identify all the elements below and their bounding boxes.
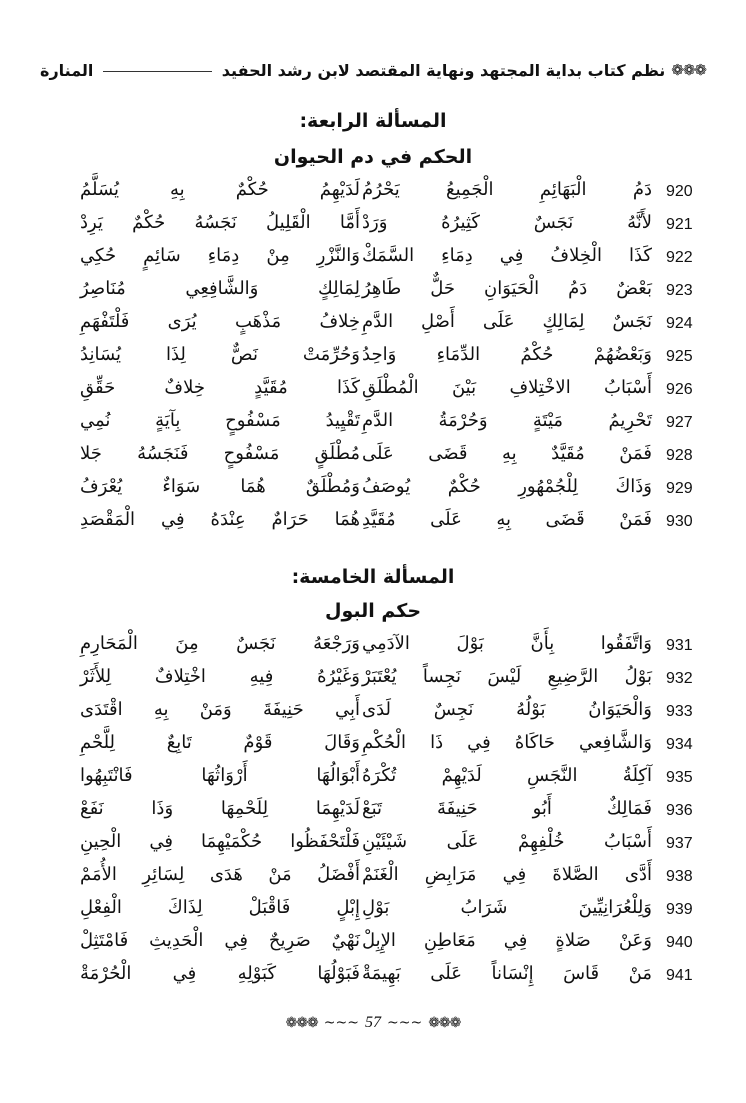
book-title: نظم كتاب بداية المجتهد ونهاية المقتصد لابن رشد الحفيد <box>221 60 666 80</box>
verse-number: 932 <box>666 670 693 687</box>
verse-number: 930 <box>666 513 693 530</box>
verse-number: 929 <box>666 480 693 497</box>
verse-second-hemistich: لَدَيْهِمُ حُكْمٌ بِهِ يُسَلَّمُ <box>80 179 360 200</box>
verse-number: 938 <box>666 868 693 885</box>
header-divider <box>103 61 211 72</box>
verse-number: 940 <box>666 934 693 951</box>
verse-row <box>0 828 746 861</box>
verse-row <box>0 894 746 927</box>
verse-second-hemistich: فَبَوْلُهَا كَبَوْلِهِ فِي الْحُرْمَةْ <box>80 963 360 984</box>
verse-row <box>0 729 746 762</box>
wave-divider-icon: ~~~ <box>323 1015 359 1031</box>
verse-number: 928 <box>666 447 693 464</box>
verse-number: 922 <box>666 249 693 266</box>
verse-second-hemistich: وَغَيْرُهُ فِيهِ اخْتِلافٌ لِلأَثَرْ <box>80 666 360 687</box>
verse-number: 935 <box>666 769 693 786</box>
verse-number: 925 <box>666 348 693 365</box>
verse-second-hemistich: لَدَيْهِمَا لِلَحْمِهَا وَذَا نَفَعْ <box>80 798 360 819</box>
verse-first-hemistich: وَاتَّفَقُوا بِأَنَّ بَوْلَ الآدَمِي <box>362 633 652 654</box>
section-subheading: حكم البول <box>324 600 422 622</box>
verse-number: 941 <box>666 967 693 984</box>
verse-first-hemistich: وَبَعْضُهُمْ حُكْمُ الدِّمَاءِ وَاحِدُ <box>362 344 652 365</box>
verse-number: 933 <box>666 703 693 720</box>
verse-first-hemistich: آكِلَةُ النَّجَسِ لَدَيْهِمْ تُكْرَهُ <box>362 765 652 786</box>
verse-second-hemistich: هُمَا حَرَامٌ عِنْدَهُ فِي الْمَقْصَدِ <box>80 509 360 530</box>
verse-list <box>0 630 746 993</box>
verse-row <box>0 308 746 341</box>
section-subheading: الحكم في دم الحيوان <box>273 146 473 168</box>
verse-second-hemistich: نَهْيٌ صَرِيحٌ فِي الْحَدِيثِ فَامْتَثِلْ <box>80 930 360 951</box>
verse-row <box>0 209 746 242</box>
verse-first-hemistich: أَسْبَابُ الاخْتِلافِ بَيْنَ الْمُطْلَقِ <box>362 377 652 398</box>
wave-divider-icon: ~~~ <box>387 1015 423 1031</box>
verse-second-hemistich: مُطْلَقٍ مَسْفُوحٍ فَنَجَسُهُ جَلا <box>80 443 360 464</box>
verse-first-hemistich: مَنْ قَاسَ إِنْسَاناً عَلَى بَهِيمَةْ <box>362 963 652 984</box>
verse-number: 921 <box>666 216 693 233</box>
verse-row <box>0 795 746 828</box>
verse-number: 936 <box>666 802 693 819</box>
verse-first-hemistich: كَذَا الْخِلافُ فِي دِمَاءِ السَّمَكْ <box>362 245 652 266</box>
verse-first-hemistich: فَمَنْ مُقَيَّدٌ بِهِ قَضَى عَلَى <box>362 443 652 464</box>
verse-row <box>0 861 746 894</box>
verse-number: 931 <box>666 637 693 654</box>
verse-number: 924 <box>666 315 693 332</box>
verse-number: 939 <box>666 901 693 918</box>
series-name: المنارة <box>40 60 94 80</box>
verse-row <box>0 242 746 275</box>
verse-first-hemistich: تَحْرِيمُ مَيْتَةٍ وَحُرْمَةُ الدَّمِ <box>362 410 652 431</box>
verse-second-hemistich: خِلافُ مَذْهَبٍ يُرَى فَلْتَفْهَمِ <box>80 311 360 332</box>
verse-first-hemistich: دَمُ الْبَهَائِمِ الْجَمِيعُ يَحْرُمُ <box>362 179 652 200</box>
verse-second-hemistich: تَقْيِيدُ مَسْفُوحٍ بِآيَةٍ نُمِي <box>80 410 360 431</box>
verse-second-hemistich: لِمَالِكٍ وَالشَّافِعِي مُنَاصِرُ <box>80 278 360 299</box>
verse-row <box>0 473 746 506</box>
verse-number: 927 <box>666 414 693 431</box>
verse-second-hemistich: إِبْلٍ فَاقْبَلْ لِذَاكَ الْفِعْلِ <box>80 897 360 918</box>
verse-row <box>0 407 746 440</box>
verse-second-hemistich: وَالنَّزْرِ مِنْ دِمَاءِ سَائِمٍ حُكِي <box>80 245 360 266</box>
flower-ornament-icon: ❁❁❁ <box>285 1015 318 1031</box>
verse-first-hemistich: وَالشَّافِعي حَاكَاهُ فِي ذَا الْحُكْمِ <box>362 732 652 753</box>
verse-second-hemistich: وَرَجْعَهُ نَجَسٌ مِنَ الْمَحَارِمِ <box>80 633 360 654</box>
verse-number: 937 <box>666 835 693 852</box>
verse-first-hemistich: وَالْحَيَوَانُ بَوْلُهُ نَجِسٌ لَدَى <box>362 699 652 720</box>
verse-number: 934 <box>666 736 693 753</box>
verse-list <box>0 176 746 539</box>
verse-row <box>0 341 746 374</box>
verse-first-hemistich: وَعَنْ صَلاةٍ فِي مَعَاطِنِ الإِبِلْ <box>362 930 652 951</box>
verse-second-hemistich: أَمَّا الْقَلِيلُ نَجَسُهُ حُكْمٌ يَرِدْ <box>80 212 360 233</box>
verse-second-hemistich: أَبِي حَنِيفَةَ وَمَنْ بِهِ اقْتَدَى <box>80 699 360 720</box>
verse-row <box>0 374 746 407</box>
verse-second-hemistich: وَقَالَ قَوْمٌ تَابِعٌ لِلَّحْمِ <box>80 732 360 753</box>
verse-first-hemistich: فَمَنْ قَضَى بِهِ عَلَى مُقَيَّدِ <box>362 509 652 530</box>
verse-second-hemistich: أَبْوَالُهَا أَرْوَاثُهَا فَانْتَبِهُوا <box>80 765 360 786</box>
verse-row <box>0 440 746 473</box>
verse-second-hemistich: أَفْضَلُ مَنْ هَدَى لِسَائِرِ الأُمَمْ <box>80 864 360 885</box>
verse-first-hemistich: لأَنَّهُ نَجَسٌ كَثِيرُهُ وَرَدْ <box>362 212 652 233</box>
flower-ornament-icon: ❁❁❁ <box>671 61 706 79</box>
verse-first-hemistich: أَسْبَابُ خُلْفِهِمْ عَلَى شَيْئَيْنِ <box>362 831 652 852</box>
section-heading: المسألة الخامسة: <box>291 566 455 588</box>
verse-row <box>0 960 746 993</box>
page-footer <box>0 1014 746 1032</box>
verse-second-hemistich: كَذَا مُقَيَّدٍ خِلافٌ حَقِّقِ <box>80 377 360 398</box>
verse-row <box>0 176 746 209</box>
verse-first-hemistich: بَوْلُ الرَّضِيعِ لَيْسَ نَجِساً يُعْتَبَرْ <box>362 666 652 687</box>
page-header <box>40 52 706 88</box>
section-heading: المسألة الرابعة: <box>299 110 447 132</box>
verse-row <box>0 275 746 308</box>
verse-number: 923 <box>666 282 693 299</box>
verse-first-hemistich: بَعْضٌ دَمُ الْحَيَوَانِ حَلٌّ طَاهِرُ <box>362 278 652 299</box>
verse-first-hemistich: وَلِلْعُرَانِيِّينَ شَرَابُ بَوْلِ <box>362 897 652 918</box>
verse-first-hemistich: نَجَسٌ لِمَالِكٍ عَلَى أَصْلِ الدَّمِ <box>362 311 652 332</box>
verse-number: 920 <box>666 183 693 200</box>
verse-row <box>0 663 746 696</box>
verse-number: 926 <box>666 381 693 398</box>
verse-first-hemistich: وَذَاكَ لِلْجُمْهُورِ حُكْمٌ يُوصَفُ <box>362 476 652 497</box>
verse-row <box>0 506 746 539</box>
verse-second-hemistich: وَمُطْلَقٌ هُمَا سَوَاءٌ يُعْرَفُ <box>80 476 360 497</box>
verse-row <box>0 762 746 795</box>
flower-ornament-icon: ❁❁❁ <box>428 1015 461 1031</box>
verse-second-hemistich: فَلْتَحْفَظُوا حُكْمَيْهِمَا فِي الْحِينِ <box>80 831 360 852</box>
page-number: 57 <box>365 1014 381 1031</box>
verse-row <box>0 927 746 960</box>
verse-first-hemistich: فَمَالِكٌ أَبُو حَنِيفَةَ تَبَعْ <box>362 798 652 819</box>
verse-second-hemistich: وَحُرِّمَتْ نَصٌّ لِذَا يُسَانِدُ <box>80 344 360 365</box>
verse-row <box>0 630 746 663</box>
verse-first-hemistich: أَدَّى الصَّلاةَ فِي مَرَابِضِ الْغَنَمْ <box>362 864 652 885</box>
verse-row <box>0 696 746 729</box>
